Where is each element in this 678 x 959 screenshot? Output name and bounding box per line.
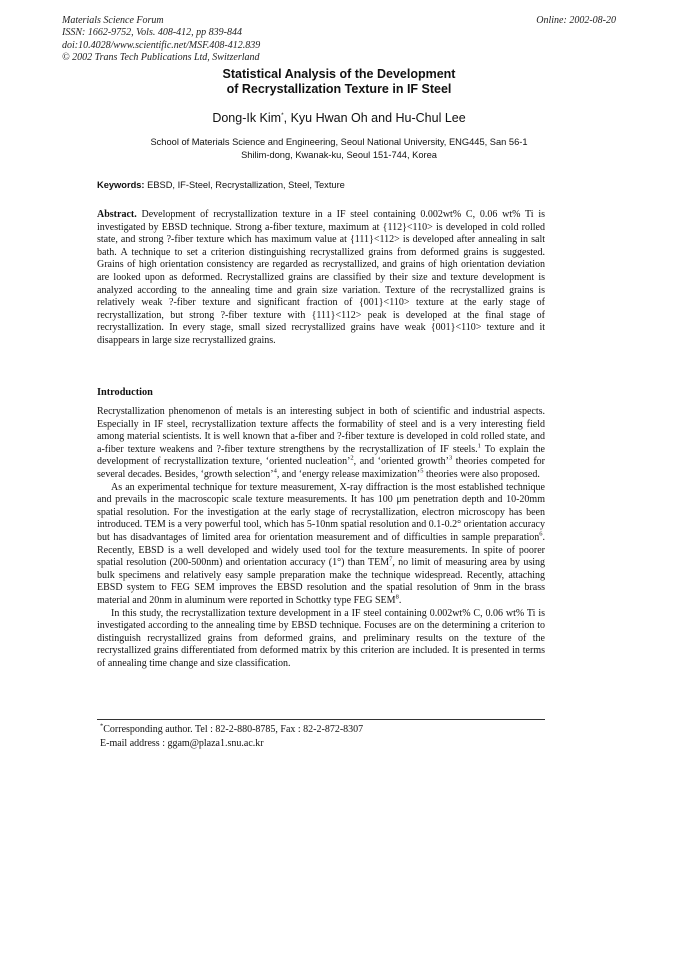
author-1: Dong-Ik Kim — [212, 111, 282, 125]
footnote-phone-fax: Corresponding author. Tel : 82-2-880-8785, Fax : 82-2-872-8307 — [103, 724, 364, 735]
intro-p2-text: . Recently, EBSD is a well developed and widely used tool for the texture measurements. In spite of poorer spatial resolution (200-500nm) and orientation accuracy (1°) than TEM — [97, 531, 545, 569]
footnote-contact — [100, 723, 363, 737]
abstract — [97, 209, 545, 348]
intro-paragraph-1 — [97, 406, 545, 482]
footnote-mark: * — [100, 722, 104, 730]
journal-name: Materials Science Forum — [62, 15, 164, 26]
ref-5: 5 — [420, 467, 424, 475]
intro-paragraph-3: In this study, the recrystallization texture development in a IF steel containing 0.002wt% C, 0.06 wt% Ti is investigated according to the annealing time by EBSD technique. Focuses are on the determining a criterion to distinguish recrystallized grains from deformed grains, and preliminary results on the texture of the recrystallized grains differentiated from deformed matrix by this criterion are included. It is presented in terms of annealing time change and size classification. — [97, 607, 545, 669]
intro-p1-text: theories competed for several decades. Besides, ‘growth selection’ — [97, 456, 545, 480]
other-authors: , Kyu Hwan Oh and Hu-Chul Lee — [283, 111, 466, 125]
intro-p1-text: Recrystallization phenomenon of metals is an interesting subject in both of scientific and industrial aspects. Especially in IF steel, recrystallization texture affects the formability of steel and is a very interesting field among material scientists. It is well known that a-fiber and ?-fiber texture is developed in cold rolled state, and a-fiber texture weakens and ?-fiber texture strengthens by the recrystallization of IF steels. — [97, 406, 545, 455]
author-list — [0, 111, 678, 125]
paper-title — [0, 67, 678, 97]
keywords-label: Keywords: — [97, 180, 145, 190]
online-date: Online: 2002-08-20 — [536, 15, 616, 26]
footnote-divider — [97, 719, 545, 720]
ref-2: 2 — [350, 455, 354, 463]
journal-header — [62, 15, 260, 65]
ref-7: 7 — [389, 555, 393, 563]
intro-p1-text: , and ‘energy release maximization’ — [276, 468, 421, 480]
intro-p1-text: To explain the development of recrystallization texture, ‘oriented nucleation’ — [97, 443, 545, 468]
ref-8: 8 — [395, 593, 399, 601]
footnote — [100, 723, 363, 751]
keywords — [97, 180, 345, 190]
title-line-2: of Recrystallization Texture in IF Steel — [226, 82, 452, 96]
intro-p2-text: . — [398, 594, 402, 606]
intro-paragraph-2 — [97, 482, 545, 608]
ref-1: 1 — [477, 442, 481, 450]
corresponding-mark: * — [281, 111, 284, 119]
abstract-text: Development of recrystallization texture in a IF steel containing 0.002wt% C, 0.06 wt% Ti is investigated by EBSD technique. Strong a-fiber texture, maximum at {112}<110> is developed in cold rolled state, and strong ?-fiber texture which has maximum value at {111}<112> is developed after annealing in salt bath. A technique to set a criterion distinguishing recrystallized grains from deformed grains is suggested. Grains of high orientation consistency are regarded as recrystallized, and grains of high orientation deviation are looked upon as deformed. Recrystallized grains are classified by their size and texture development is analyzed according to the annealing time and grain size variation. Texture of the recrystallized grains is relatively weak ?-fiber texture and significant fraction of {001}<110> texture at the early stage of recrystallization, but strong ?-fiber texture with {111}<112> peak is developed at the final stage of recrystallization. In every stage, small sized recrystallized grains have weak {001}<110> texture and it disappears in large size recrystallized grains. — [97, 209, 545, 346]
abstract-label: Abstract. — [97, 209, 137, 220]
intro-p1-text: , and ‘oriented growth’ — [353, 456, 449, 468]
ref-3: 3 — [448, 455, 453, 463]
introduction-heading: Introduction — [97, 387, 153, 398]
intro-p2-text: As an experimental technique for texture measurement, X-ray diffraction is the most established technique and prevails in the macroscopic scale texture measurements. It has 100 μm penetration depth and 10-20mm spatial resolution. For the investigation at the early stage of recrystallization, electron microscopy has been introduced. TEM is a very powerful tool, which has 5-10nm spatial resolution and 0.1-0.2° orientation accuracy but has disadvantages of limited area for orientation measurement and of difficulties in sample preparation — [97, 481, 545, 543]
copyright-line: © 2002 Trans Tech Publications Ltd, Switzerland — [62, 52, 260, 64]
doi-line[interactable]: doi:10.4028/www.scientific.net/MSF.408-412.839 — [62, 39, 261, 51]
affiliation — [0, 136, 678, 161]
footnote-email[interactable]: E-mail address : ggam@plaza1.snu.ac.kr — [100, 738, 264, 749]
issn-line: ISSN: 1662-9752, Vols. 408-412, pp 839-844 — [62, 27, 242, 39]
affiliation-line-1: School of Materials Science and Engineering, Seoul National University, ENG445, San 56-1 — [150, 137, 528, 147]
ref-6: 6 — [539, 530, 543, 538]
intro-p1-text: theories were also proposed. — [423, 468, 540, 480]
keywords-text: EBSD, IF-Steel, Recrystallization, Steel, Texture — [144, 180, 345, 190]
title-line-1: Statistical Analysis of the Development — [222, 67, 456, 81]
intro-p2-text: , no limit of measuring area by using bulk specimens and relatively easy sample preparation make the technique widespread. Recently, attaching EBSD system to FEG SEM improves the EBSD resolution and the spatial resolution of 9nm in the brass material and 20nm in aluminum were reported in Schottky type FEG SEM — [97, 557, 545, 606]
introduction-body — [97, 406, 545, 670]
affiliation-line-2: Shilim-dong, Kwanak-ku, Seoul 151-744, Korea — [241, 149, 437, 160]
ref-4: 4 — [273, 467, 277, 475]
